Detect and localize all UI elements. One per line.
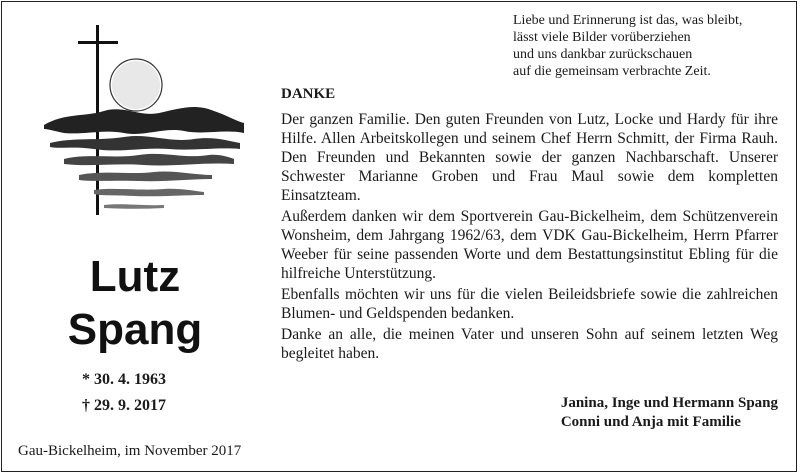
deceased-first-name: Lutz <box>89 252 181 301</box>
deceased-last-name: Spang <box>67 305 203 354</box>
place-and-date: Gau-Bickelheim, im November 2017 <box>18 443 242 459</box>
birth-date: * 30. 4. 1963 <box>82 371 166 388</box>
thanks-heading: DANKE <box>281 86 336 102</box>
thanks-paragraph: Danke an alle, die meinen Vater und unseren Sohn auf seinem letzten Weg begleitet haben. <box>281 326 778 362</box>
signature-line: Conni und Anja mit Familie <box>560 414 741 430</box>
poem-line: lässt viele Bilder vorüberziehen <box>513 30 691 45</box>
signature-line: Janina, Inge und Hermann Spang <box>560 395 778 411</box>
poem-line: Liebe und Erinnerung ist das, was bleibt, <box>513 13 743 28</box>
thanks-body <box>281 110 778 363</box>
thanks-paragraph: Der ganzen Familie. Den guten Freunden von Lutz, Locke und Hardy für ihre Hilfe. Allen Arbeitskollegen und seinem Chef Herrn Schmitt, der Firma Rauh. Den Freunden und Bekannten sowie der ganzen Nachbarschaft. Unserer Schwester Marianne Groben und Frau Maul sowie dem kompletten Einsatzteam. <box>281 111 778 204</box>
cross-and-sun-landscape-icon <box>44 25 244 225</box>
signature-block <box>561 394 778 432</box>
thanks-paragraph: Außerdem danken wir dem Sportverein Gau-Bickelheim, dem Schützenverein Wonsheim, dem Jahrgang 1962/63, dem VDK Gau-Bickelheim, Herrn Pfarrer Weeber für seine passenden Worte und dem Bestattungsinstitut Ebling für die hilfreiche Unterstützung. <box>281 208 778 282</box>
thanks-paragraph: Ebenfalls möchten wir uns für die vielen Beileidsbriefe sowie die zahlreichen Blumen- und Geldspenden bedanken. <box>281 286 778 322</box>
memorial-poem <box>513 12 742 80</box>
poem-line: auf die gemeinsam verbrachte Zeit. <box>513 64 711 79</box>
death-date: † 29. 9. 2017 <box>82 397 166 414</box>
poem-line: und uns dankbar zurückschauen <box>513 47 693 62</box>
